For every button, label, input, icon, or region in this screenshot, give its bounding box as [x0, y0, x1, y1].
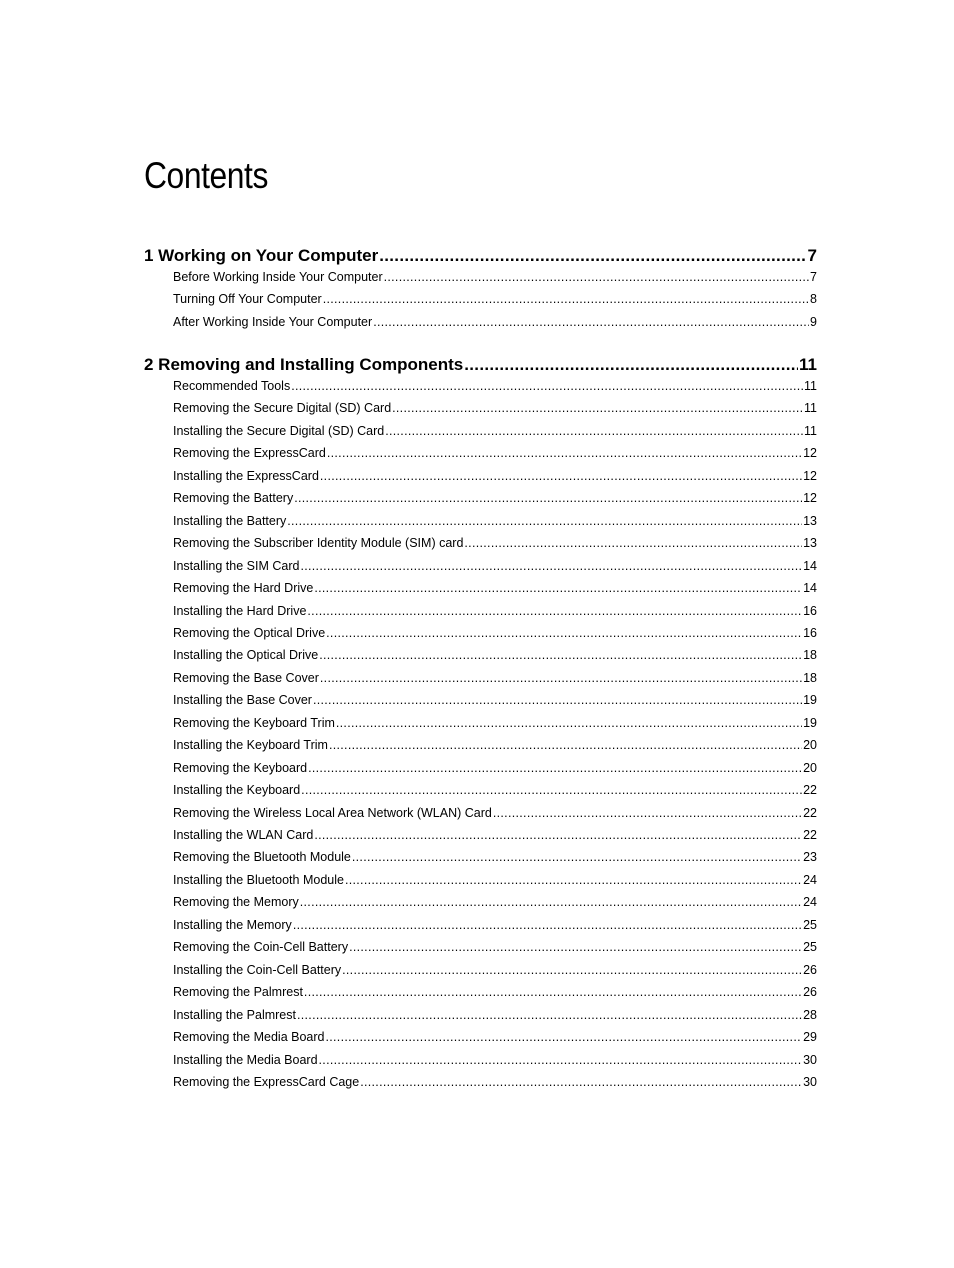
toc-section-entry-page-number: 11 — [804, 401, 817, 416]
dot-leader — [304, 983, 802, 1001]
toc-section-entry-page-number: 24 — [803, 872, 817, 887]
toc-section-entry-page-number: 30 — [803, 1074, 817, 1089]
toc-section-entry-label: Removing the Optical Drive — [173, 625, 326, 640]
toc-section-entry[interactable] — [173, 759, 817, 777]
dot-leader — [287, 512, 802, 530]
toc-section-entry-page-number: 29 — [803, 1030, 817, 1045]
toc-section-entry[interactable] — [173, 579, 817, 597]
dot-leader — [314, 826, 802, 844]
toc-chapter-entry[interactable] — [144, 245, 817, 267]
dot-leader — [379, 245, 806, 267]
toc-section-entry-page-number: 7 — [810, 270, 817, 284]
toc-section-entry-page-number: 24 — [803, 895, 817, 910]
dot-leader — [294, 489, 802, 507]
toc-section-entry-label: Installing the WLAN Card — [173, 828, 314, 842]
toc-section-entry-label: Before Working Inside Your Computer — [173, 270, 383, 284]
dot-leader — [345, 871, 802, 889]
toc-section-entry[interactable] — [173, 781, 817, 799]
toc-section-entry[interactable] — [173, 557, 817, 575]
toc-section-entry[interactable] — [173, 1028, 817, 1046]
toc-section-entry[interactable] — [173, 268, 817, 286]
dot-leader — [293, 916, 802, 934]
toc-section-entry[interactable] — [173, 422, 817, 440]
toc-section-entry-page-number: 13 — [803, 536, 817, 551]
toc-section-entry[interactable] — [173, 961, 817, 979]
toc-section-entry-page-number: 18 — [803, 648, 817, 663]
toc-section-entry[interactable] — [173, 602, 817, 620]
dot-leader — [384, 268, 809, 286]
toc-section-entry-label: Removing the Coin-Cell Battery — [173, 940, 349, 955]
toc-section-entry-page-number: 16 — [803, 603, 817, 618]
toc-section-entry-page-number: 19 — [803, 715, 817, 730]
dot-leader — [352, 848, 802, 866]
toc-section-entry-label: Installing the Bluetooth Module — [173, 872, 344, 887]
toc-section-entry-page-number: 26 — [803, 962, 817, 977]
toc-section-entry-label: Removing the Palmrest — [173, 985, 303, 1000]
toc-section-entry-page-number: 12 — [803, 491, 817, 506]
dot-leader — [327, 444, 802, 462]
toc-section-entry-label: Installing the Coin-Cell Battery — [173, 962, 342, 977]
toc-section-entry-label: Removing the Hard Drive — [173, 581, 314, 596]
toc-section-entry-label: Turning Off Your Computer — [173, 292, 322, 307]
toc-section-entry[interactable] — [173, 691, 817, 709]
toc-section-entry-label: Removing the ExpressCard — [173, 446, 326, 461]
toc-section-entry[interactable] — [173, 871, 817, 889]
toc-section-entry-label: Removing the Media Board — [173, 1030, 325, 1045]
toc-section-entry[interactable] — [173, 399, 817, 417]
toc-section-entry-page-number: 12 — [803, 468, 817, 483]
toc-section-entry-label: Removing the Subscriber Identity Module (SIM) card — [173, 536, 464, 551]
toc-section-entry[interactable] — [173, 290, 817, 308]
toc-section-entry[interactable] — [173, 669, 817, 687]
dot-leader — [385, 422, 803, 440]
toc-section-entry-label: Installing the Base Cover — [173, 693, 312, 708]
toc-section-entry[interactable] — [173, 467, 817, 485]
toc-section-entry[interactable] — [173, 804, 817, 822]
page-title: Contents — [144, 155, 268, 196]
toc-section-entry-page-number: 13 — [803, 513, 817, 528]
dot-leader — [301, 781, 802, 799]
dot-leader — [464, 534, 802, 552]
toc-chapter-entry-label: 1 Working on Your Computer — [144, 246, 379, 265]
dot-leader — [464, 354, 798, 376]
dot-leader — [323, 290, 809, 308]
toc-section-entry-label: Installing the Battery — [173, 513, 287, 528]
toc-section-entry-page-number: 19 — [803, 693, 817, 708]
toc-section-entry-page-number: 14 — [803, 558, 817, 573]
toc-chapter-entry-label: 2 Removing and Installing Components — [144, 355, 464, 374]
toc-section-entry-label: Removing the Keyboard Trim — [173, 715, 335, 730]
dot-leader — [320, 467, 802, 485]
toc-section-entry[interactable] — [173, 736, 817, 754]
dot-leader — [319, 1051, 803, 1069]
dot-leader — [360, 1073, 802, 1091]
toc-section-entry-label: Removing the Memory — [173, 895, 299, 910]
toc-section-entry[interactable] — [173, 983, 817, 1001]
toc-section-entry-label: Installing the Keyboard Trim — [173, 738, 328, 753]
toc-section-entry-label: Installing the ExpressCard — [173, 468, 319, 483]
toc-section-entry-page-number: 25 — [803, 917, 817, 932]
dot-leader — [349, 938, 802, 956]
toc-section-entry-page-number: 23 — [803, 850, 817, 865]
toc-section-entry-page-number: 12 — [803, 446, 817, 461]
toc-section-entry-page-number: 30 — [803, 1052, 817, 1067]
dot-leader — [297, 1006, 802, 1024]
toc-section-entry[interactable] — [173, 313, 817, 331]
toc-section-entry-page-number: 11 — [804, 423, 817, 438]
toc-section-entry-label: Installing the SIM Card — [173, 558, 300, 573]
dot-leader — [336, 714, 802, 732]
dot-leader — [325, 1028, 802, 1046]
toc-section-entry-page-number: 14 — [803, 581, 817, 596]
toc-section-entry[interactable] — [173, 916, 817, 934]
toc-section-entry[interactable] — [173, 444, 817, 462]
dot-leader — [373, 313, 809, 331]
toc-section-entry-page-number: 20 — [803, 738, 817, 753]
toc-section-entry-page-number: 11 — [804, 379, 817, 393]
toc-chapter-entry-page-number: 7 — [807, 246, 817, 265]
toc-section-entry-page-number: 9 — [810, 314, 817, 329]
toc-section-entry-page-number: 22 — [803, 828, 817, 842]
toc-section-entry-page-number: 20 — [803, 760, 817, 775]
toc-section-entry-label: Installing the Memory — [173, 917, 292, 932]
toc-chapter-entry-page-number: 11 — [799, 355, 817, 374]
dot-leader — [329, 736, 802, 754]
toc-section-entry[interactable] — [173, 624, 817, 642]
toc-section-entry-page-number: 25 — [803, 940, 817, 955]
toc-section-entry-page-number: 22 — [803, 805, 817, 820]
dot-leader — [342, 961, 802, 979]
toc-section-entry[interactable] — [173, 1073, 817, 1091]
dot-leader — [307, 602, 802, 620]
toc-section-entry-page-number: 18 — [803, 670, 817, 685]
toc-section-entry[interactable] — [173, 377, 817, 395]
toc-chapter-entry[interactable] — [144, 354, 817, 376]
toc-section-entry[interactable] — [173, 1051, 817, 1069]
toc-section-entry-label: Installing the Hard Drive — [173, 603, 307, 618]
dot-leader — [308, 759, 802, 777]
dot-leader — [320, 669, 802, 687]
toc-section-entry-page-number: 16 — [803, 625, 817, 640]
toc-section-entry[interactable] — [173, 893, 817, 911]
dot-leader — [300, 557, 802, 575]
dot-leader — [300, 893, 802, 911]
toc-section-entry[interactable] — [173, 512, 817, 530]
toc-section-entry-label: Removing the ExpressCard Cage — [173, 1074, 360, 1089]
toc-section-entry[interactable] — [173, 489, 817, 507]
toc-section-entry-page-number: 8 — [810, 292, 817, 307]
toc-section-entry-label: Installing the Keyboard — [173, 783, 301, 798]
toc-section-entry[interactable] — [173, 848, 817, 866]
toc-section-entry[interactable] — [173, 646, 817, 664]
dot-leader — [313, 691, 802, 709]
toc-section-entry-label: Installing the Secure Digital (SD) Card — [173, 423, 385, 438]
toc-section-entry-page-number: 26 — [803, 985, 817, 1000]
dot-leader — [493, 804, 802, 822]
toc-section-entry-label: Removing the Battery — [173, 491, 294, 506]
toc-section-entry-label: Removing the Secure Digital (SD) Card — [173, 401, 392, 416]
toc-section-entry-label: Removing the Base Cover — [173, 670, 319, 685]
toc-section-entry-label: Recommended Tools — [173, 379, 291, 393]
toc-section-entry-page-number: 22 — [803, 783, 817, 798]
dot-leader — [291, 377, 803, 395]
toc-section-entry[interactable] — [173, 1006, 817, 1024]
toc-section-entry-page-number: 28 — [803, 1007, 817, 1022]
toc-section-entry-label: After Working Inside Your Computer — [173, 314, 373, 329]
toc-section-entry-label: Installing the Palmrest — [173, 1007, 296, 1022]
toc-section-entry-label: Installing the Optical Drive — [173, 648, 319, 663]
toc-section-entry-label: Removing the Bluetooth Module — [173, 850, 351, 865]
toc-section-entry[interactable] — [173, 534, 817, 552]
dot-leader — [392, 399, 803, 417]
dot-leader — [326, 624, 802, 642]
dot-leader — [319, 646, 802, 664]
toc-section-entry[interactable] — [173, 938, 817, 956]
toc-section-entry[interactable] — [173, 714, 817, 732]
toc-section-entry[interactable] — [173, 826, 817, 844]
toc-section-entry-label: Installing the Media Board — [173, 1052, 318, 1067]
dot-leader — [314, 579, 802, 597]
toc-section-entry-label: Removing the Wireless Local Area Network (WLAN) Card — [173, 805, 492, 820]
toc-section-entry-label: Removing the Keyboard — [173, 760, 308, 775]
